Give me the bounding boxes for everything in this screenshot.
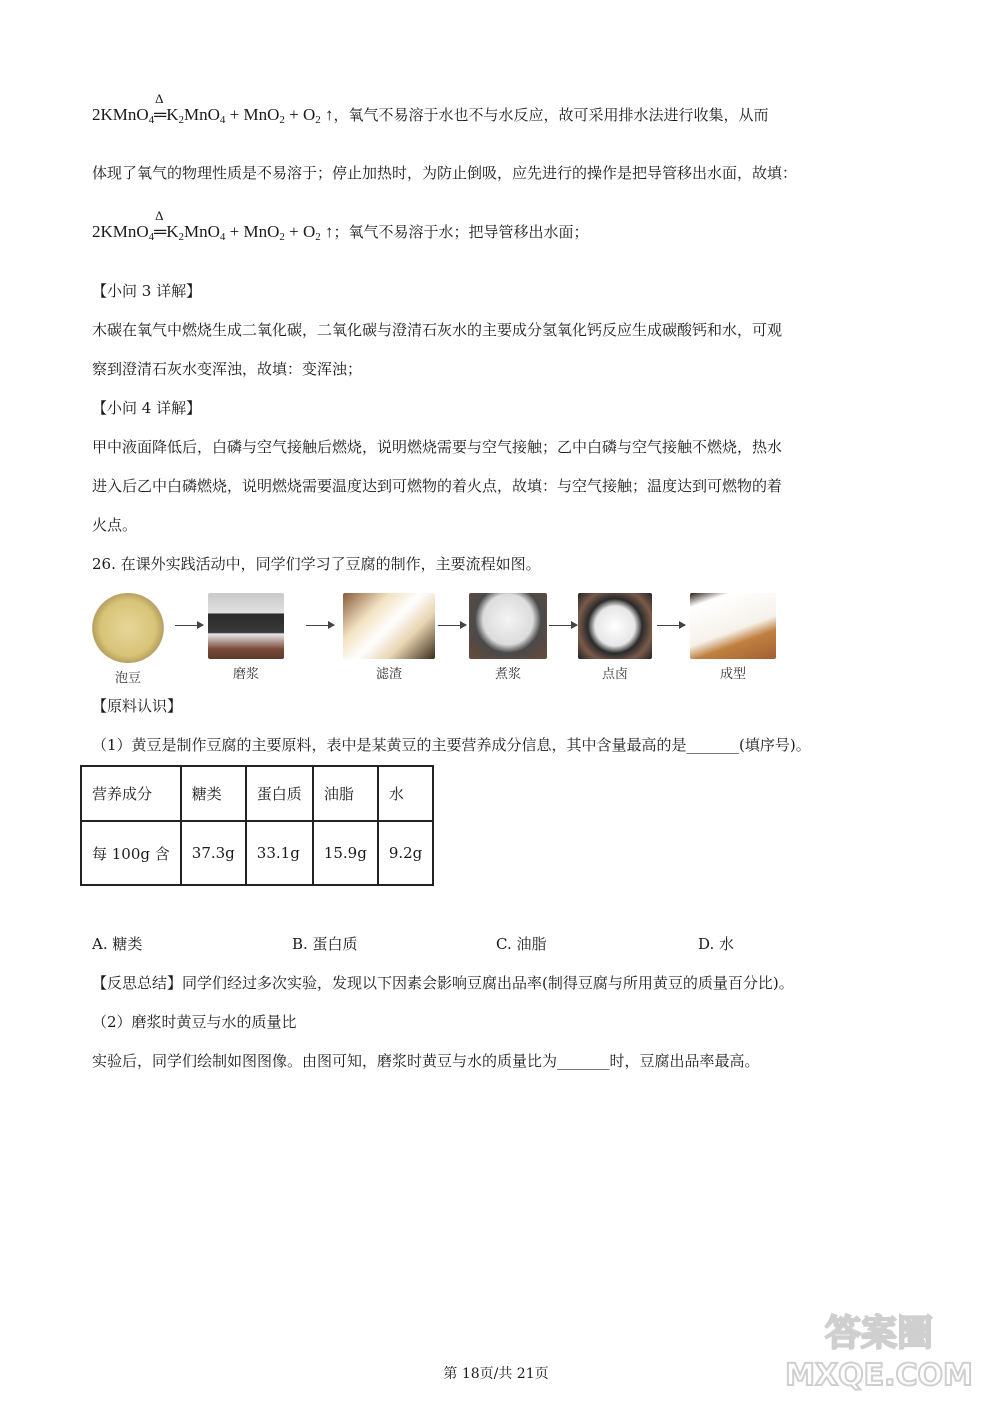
flow-caption: 磨浆	[232, 667, 259, 682]
section-heading-raw: 【原料认识】	[92, 697, 183, 715]
table-cell: 每 100g 含	[81, 821, 181, 885]
question-2: （2）磨浆时黄豆与水的质量比	[92, 1013, 297, 1031]
svg-text:答案圈: 答案圈	[824, 1313, 934, 1354]
table-cell: 9.2g	[378, 821, 433, 885]
flow-step-curdle	[578, 593, 652, 682]
flow-caption: 成型	[719, 667, 746, 682]
curdling-photo	[578, 593, 652, 659]
table-header-cell: 水	[378, 766, 433, 821]
question-1: （1）黄豆是制作豆腐的主要原料，表中是某黄豆的主要营养成分信息，其中含量最高的是_______(填序号)。	[92, 736, 811, 754]
question-26: 26. 在课外实践活动中，同学们学习了豆腐的制作，主要流程如图。	[92, 555, 541, 573]
table-header-cell: 糖类	[181, 766, 246, 821]
flow-step-grind	[208, 593, 284, 682]
option-c: C. 油脂	[496, 935, 547, 953]
flow-arrow	[306, 625, 334, 626]
flow-step-filter	[343, 593, 435, 682]
flow-caption: 点卤	[601, 667, 628, 682]
chemical-equation: 2KMnO$_4$ Δ $═K_2MnO_4 + MnO_2 + O_2$ ↑	[92, 208, 334, 243]
flow-caption: 泡豆	[114, 671, 141, 686]
reflection-paragraph: 【反思总结】同学们经过多次实验，发现以下因素会影响豆腐出品率(制得豆腐与所用黄豆的质量百分比)。	[92, 974, 794, 992]
table-row	[81, 821, 433, 885]
paragraph-4a: 甲中液面降低后，白磷与空气接触后燃烧，说明燃烧需要与空气接触；乙中白磷与空气接触不燃烧，热水	[92, 438, 783, 456]
boiling-pot-photo	[469, 593, 547, 659]
table-cell: 37.3g	[181, 821, 246, 885]
filter-cloth-photo	[343, 593, 435, 659]
flow-step-soak	[92, 593, 164, 686]
text-line-2: 体现了氧气的物理性质是不易溶于；停止加热时，为防止倒吸，应先进行的操作是把导管移出水面，故填：	[92, 164, 798, 182]
equation-line-3: 2KMnO$_4$ Δ $═K_2MnO_4 + MnO_2 + O_2$ ↑；氧气不易溶于水；把导管移出水面；	[92, 208, 589, 243]
table-cell: 15.9g	[313, 821, 378, 885]
flow-arrow	[549, 625, 577, 626]
option-a: A. 糖类	[92, 935, 143, 953]
flow-arrow	[657, 625, 685, 626]
flow-step-mold	[690, 593, 776, 682]
flow-caption: 滤渣	[375, 667, 402, 682]
paragraph-4c: 火点。	[92, 516, 138, 534]
nutrition-table	[80, 765, 434, 886]
page-footer: 第 18页/共 21页	[443, 1366, 549, 1382]
equation-line-1: 2KMnO$_4$ Δ $═K_2MnO_4 + MnO_2 + O_2$ ↑，氧气不易溶于水也不与水反应，故可采用排水法进行收集，从而	[92, 91, 769, 126]
svg-text:MXQE.COM: MXQE.COM	[785, 1358, 973, 1393]
section-heading-4: 【小问 4 详解】	[92, 399, 202, 417]
paragraph-3a: 木碳在氧气中燃烧生成二氧化碳，二氧化碳与澄清石灰水的主要成分氢氧化钙反应生成碳酸钙和水，可观	[92, 321, 783, 339]
table-header-cell: 蛋白质	[246, 766, 313, 821]
chemical-equation: 2KMnO$_4$ Δ $═K_2MnO_4 + MnO_2 + O_2$ ↑	[92, 91, 334, 126]
flow-step-boil	[469, 593, 547, 682]
tofu-block-photo	[690, 593, 776, 659]
table-cell: 33.1g	[246, 821, 313, 885]
flow-arrow	[438, 625, 466, 626]
paragraph-3b: 察到澄清石灰水变浑浊，故填：变浑浊；	[92, 360, 363, 378]
option-d: D. 水	[698, 935, 735, 953]
soybean-photo	[92, 593, 164, 663]
option-b: B. 蛋白质	[292, 935, 358, 953]
flow-caption: 煮浆	[494, 667, 521, 682]
section-heading-3: 【小问 3 详解】	[92, 282, 202, 300]
flow-arrow	[175, 625, 203, 626]
table-header-row	[81, 766, 433, 821]
stone-mill-photo	[208, 593, 284, 659]
table-header-cell: 营养成分	[81, 766, 181, 821]
question-2-text: 实验后，同学们绘制如图图像。由图可知，磨浆时黄豆与水的质量比为_______时，豆腐出品率最高。	[92, 1052, 760, 1070]
paragraph-4b: 进入后乙中白磷燃烧，说明燃烧需要温度达到可燃物的着火点，故填：与空气接触；温度达到可燃物的着	[92, 477, 783, 495]
table-header-cell: 油脂	[313, 766, 378, 821]
